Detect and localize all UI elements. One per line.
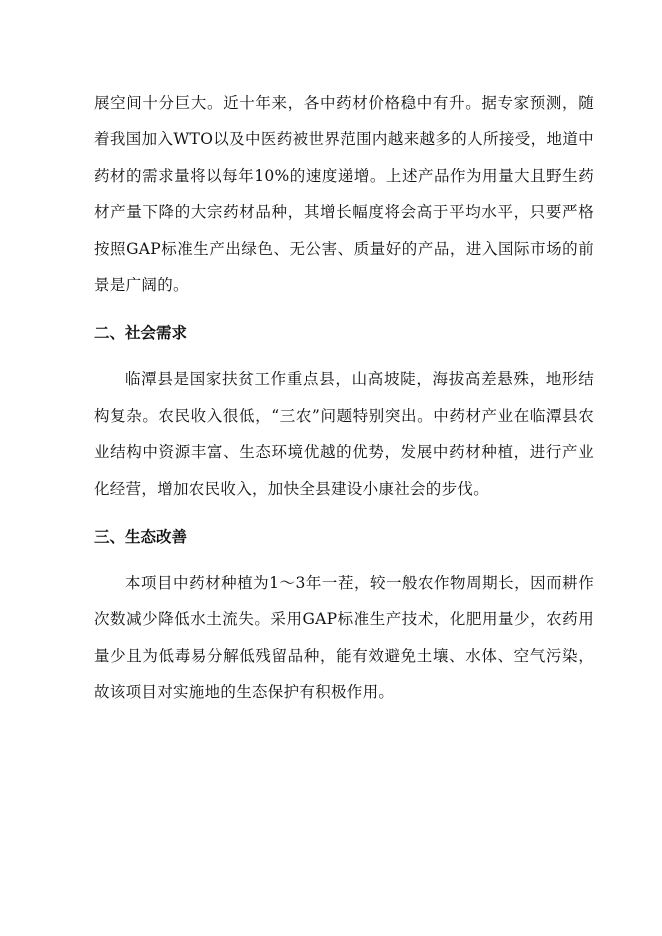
paragraph-market-outlook: 展空间十分巨大。近十年来，各中药材价格稳中有升。据专家预测，随着我国加入WTO以及中医药被世界范围内越来越多的人所接受，地道中药材的需求量将以每年10%的速度递增。上述产品作为用量大且野生药材产量下降的大宗药材品种，其增长幅度将会高于平均水平，只要严格按照GAP标准生产出绿色、无公害、质量好的产品，进入国际市场的前景是广阔的。 [94,94,594,295]
heading-social-demand: 二、社会需求 [94,324,188,343]
paragraph-ecological-improvement: 本项目中药材种植为1～3年一茬，较一般农作物周期长，因而耕作次数减少降低水土流失。采用GAP标准生产技术，化肥用量少，农药用量少且为低毒易分解低残留品种，能有效避免土壤、水体、空气污染，故该项目对实施地的生态保护有积极作用。 [94,574,594,702]
document-body [94,85,594,711]
heading-ecological-improvement: 三、生态改善 [94,528,188,547]
paragraph-social-demand: 临潭县是国家扶贫工作重点县，山高坡陡，海拔高差悬殊，地形结构复杂。农民收入很低，“三农”问题特别突出。中药材产业在临潭县农业结构中资源丰富、生态环境优越的优势，发展中药材种植，进行产业化经营，增加农民收入，加快全县建设小康社会的步伐。 [94,370,594,498]
